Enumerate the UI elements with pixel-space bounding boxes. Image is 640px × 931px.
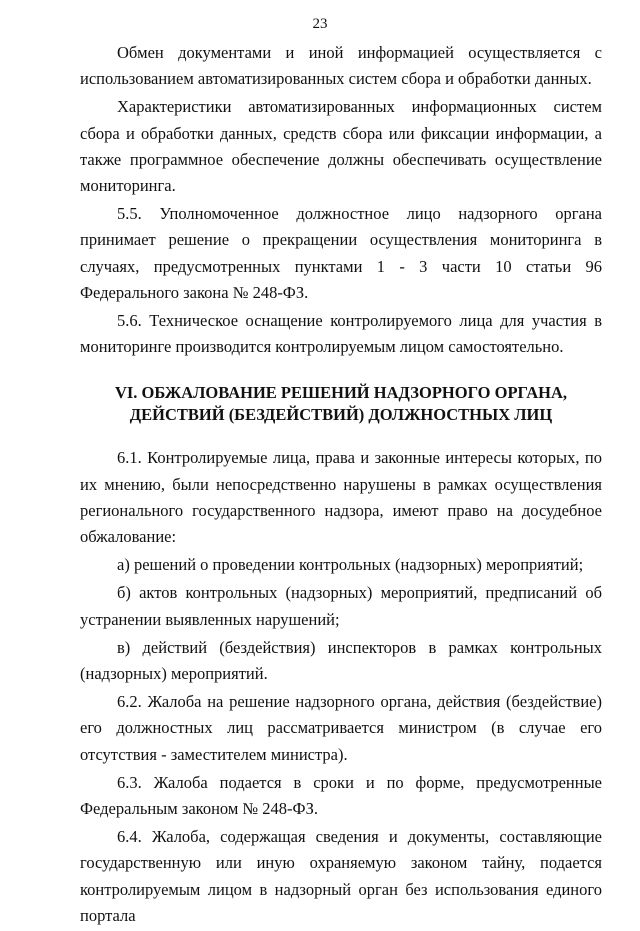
paragraph-6-2: 6.2. Жалоба на решение надзорного органа, действия (бездействие) его должностных лиц рассматривается министром (в случае его отсутствия - заместителем министра). bbox=[80, 692, 602, 764]
list-item-b: б) актов контрольных (надзорных) мероприятий, предписаний об устранении выявленных нарушений; bbox=[80, 583, 602, 629]
paragraph-5-5: 5.5. Уполномоченное должностное лицо надзорного органа принимает решение о прекращении осуществления мониторинга в случаях, предусмотренных пунктами 1 - 3 части 10 статьи 96 Федерального закона № 248-ФЗ. bbox=[80, 204, 602, 302]
list-item-v: в) действий (бездействия) инспекторов в рамках контрольных (надзорных) мероприятий. bbox=[80, 637, 602, 684]
paragraph-6-1: 6.1. Контролируемые лица, права и законные интересы которых, по их мнению, были непосредственно нарушены в рамках осуществления регионального государственного надзора, имеют право на досудебное обжалование: bbox=[80, 448, 602, 547]
section-heading: VI. ОБЖАЛОВАНИЕ РЕШЕНИЙ НАДЗОРНОГО ОРГАНА, ДЕЙСТВИЙ (БЕЗДЕЙСТВИЙ) ДОЛЖНОСТНЫХ ЛИЦ bbox=[114, 383, 568, 425]
paragraph-system-characteristics: Характеристики автоматизированных информационных систем сбора и обработки данных, средств сбора или фиксации информации, а также программное обеспечение должны обеспечивать осуществление мониторинга. bbox=[80, 97, 602, 196]
document-body bbox=[80, 40, 602, 931]
paragraph-6-4: 6.4. Жалоба, содержащая сведения и документы, составляющие государственную или иную охраняемую законом тайну, подается контролируемым лицом в надзорный орган без использования единого портала bbox=[80, 827, 602, 925]
page-number: 23 bbox=[312, 16, 328, 32]
paragraph-5-6: 5.6. Техническое оснащение контролируемого лица для участия в мониторинге производится контролируемым лицом самостоятельно. bbox=[80, 311, 602, 357]
paragraph-6-3: 6.3. Жалоба подается в сроки и по форме, предусмотренные Федеральным законом № 248-ФЗ. bbox=[80, 772, 602, 819]
paragraph-document-exchange: Обмен документами и иной информацией осуществляется с использованием автоматизированных систем сбора и обработки данных. bbox=[80, 43, 602, 89]
list-item-a: а) решений о проведении контрольных (надзорных) мероприятий; bbox=[117, 555, 584, 575]
